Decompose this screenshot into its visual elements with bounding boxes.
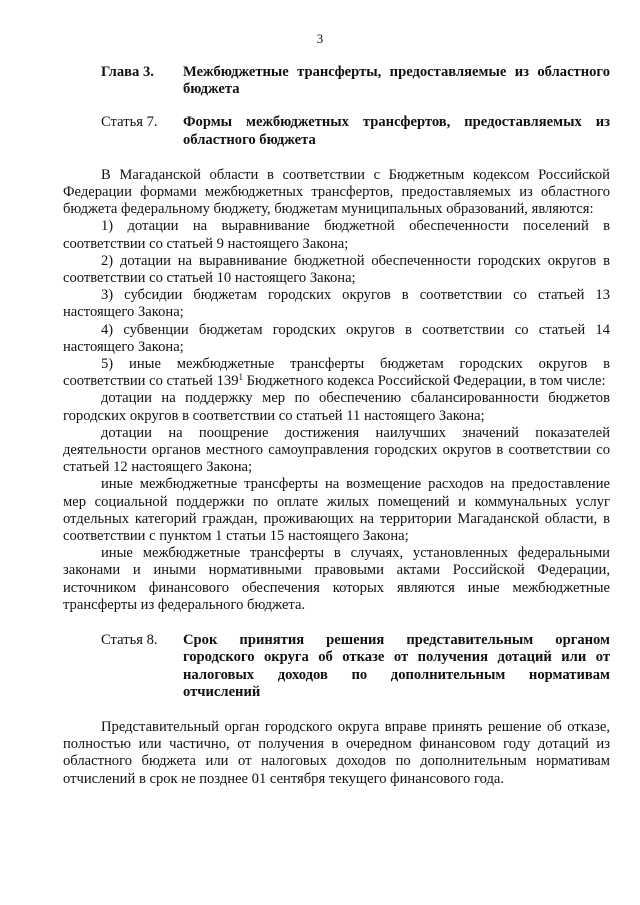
article-8-heading [63, 632, 610, 701]
item-5-text-end: Бюджетного кодекса Российской Федерации, в том числе: [243, 373, 606, 390]
page-number: 3 [316, 31, 324, 46]
item-5-text-start: 5) иные межбюджетные трансферты бюджетам городских округов в соответствии со статьей 139 [63, 356, 610, 390]
article-8-paragraph: Представительный орган городского округа вправе принять решение об отказе, полностью или частично, от получения в очередном финансовом году дотаций из областного бюджета или от налоговых доходов по дополнительным нормативам отчислений в срок не позднее 01 сентября текущего финансового года. [63, 718, 610, 787]
article-7-heading [63, 114, 610, 148]
article-7-subitem-2: дотации на поощрение достижения наилучших значений показателей деятельности органов местного самоуправления городских округов в соответствии со статьей 12 настоящего Закона; [63, 424, 610, 476]
article-7-item-4: 4) субвенции бюджетам городских округов в соответствии со статьей 14 настоящего Закона; [63, 321, 610, 355]
article-7-subitem-1: дотации на поддержку мер по обеспечению сбалансированности бюджетов городских округов в соответствии со статьей 11 настоящего Закона; [63, 390, 610, 424]
chapter-title: Межбюджетные трансферты, предоставляемые из областного бюджета [183, 64, 610, 98]
article-7-intro: В Магаданской области в соответствии с Бюджетным кодексом Российской Федерации формами межбюджетных трансфертов, предоставляемых из областного бюджета федеральному бюджету, бюджетам муниципальных образований, являются: [63, 166, 610, 218]
article-8-label: Статья 8. [101, 632, 158, 649]
document-body [63, 64, 610, 788]
article-7-title: Формы межбюджетных трансфертов, предоставляемых из областного бюджета [183, 114, 610, 148]
article-8-body [63, 719, 610, 788]
chapter-heading [63, 64, 610, 98]
article-7-subitem-3: иные межбюджетные трансферты на возмещение расходов на предоставление мер социальной поддержки по оплате жилых помещений и коммунальных услуг отдельных категорий граждан, проживающих на территории Магаданской области, в соответствии с пунктом 1 статьи 15 настоящего Закона; [63, 476, 610, 545]
article-8-title: Срок принятия решения представительным органом городского округа об отказе от получения дотаций или от налоговых доходов по дополнительным нормативам отчислений [183, 632, 610, 700]
item-5-superscript: 1 [238, 372, 244, 383]
article-7-item-2: 2) дотации на выравнивание бюджетной обеспеченности городских округов в соответствии со статьей 10 настоящего Закона; [63, 252, 610, 287]
article-7-label: Статья 7. [101, 114, 158, 131]
article-7-body [63, 167, 610, 614]
article-7-subitem-4: иные межбюджетные трансферты в случаях, установленных федеральными законами и иными нормативными правовыми актами Российской Федерации, источником финансового обеспечения которых являются иные межбюджетные трансферты из федерального бюджета. [63, 545, 610, 613]
article-7-item-1: 1) дотации на выравнивание бюджетной обеспеченности поселений в соответствии со статьей 9 настоящего Закона; [63, 218, 610, 252]
chapter-label: Глава 3. [101, 64, 154, 80]
article-7-item-3: 3) субсидии бюджетам городских округов в соответствии со статьей 13 настоящего Закона; [63, 287, 610, 321]
article-7-item-5 [63, 356, 610, 390]
